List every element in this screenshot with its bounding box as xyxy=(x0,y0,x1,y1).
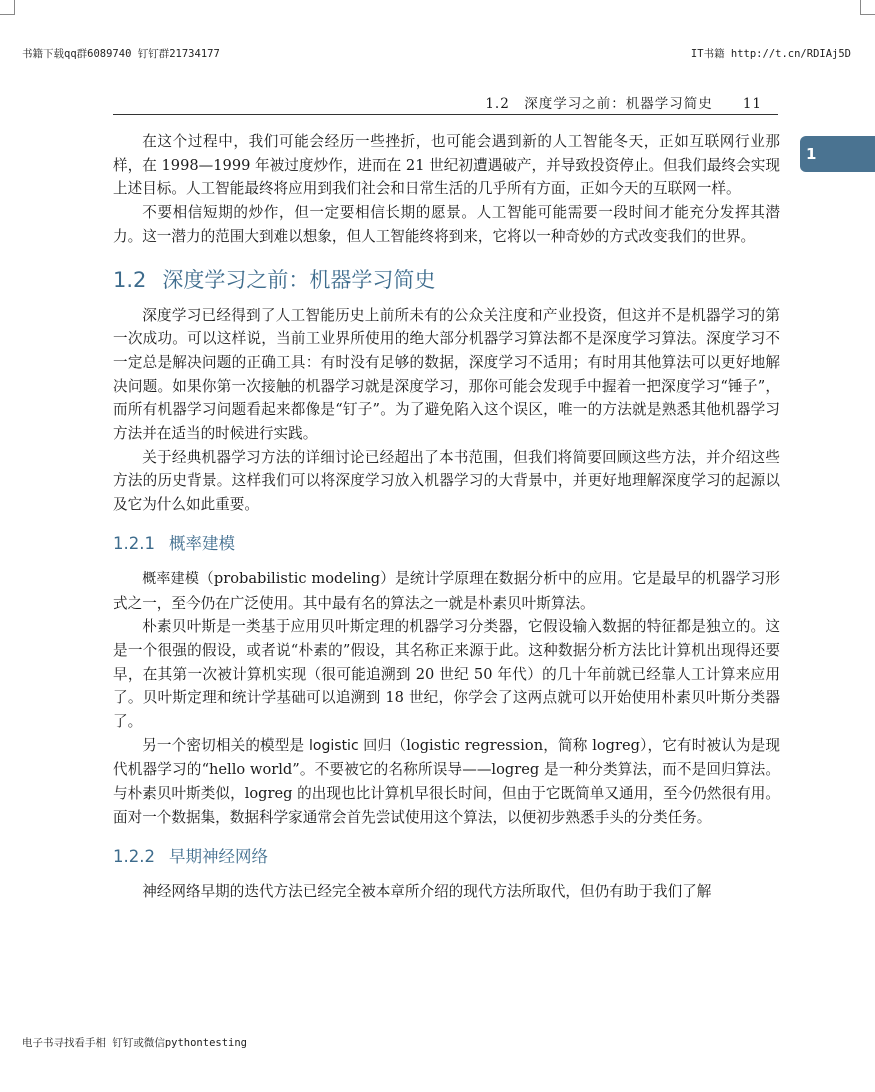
section-number: 1.2 xyxy=(113,267,147,292)
header-rule xyxy=(113,114,778,115)
crop-mark-top-right xyxy=(860,0,875,15)
bottom-left-watermark: 电子书寻找看手相 钉钉或微信pythontesting xyxy=(22,1037,248,1049)
intro-paragraph-2: 不要相信短期的炒作，但一定要相信长期的愿景。人工智能可能需要一段时间才能充分发挥其潜力。这一潜力的范围大到难以想象，但人工智能终将到来，它将以一种奇妙的方式改变我们的世界。 xyxy=(113,204,780,245)
subsection-1-paragraph-1-text: （probabilistic modeling）是统计学原理在数据分析中的应用。它是最早的机器学习形式之一，至今仍在广泛使用。其中最有名的算法之一就是朴素贝叶斯算法。 xyxy=(113,569,780,612)
page-body xyxy=(113,130,780,903)
subsection-number-2: 1.2.2 xyxy=(113,846,155,866)
top-left-watermark: 书籍下载qq群6089740 钉钉群21734177 xyxy=(22,48,220,60)
subsection-2-paragraph-1: 神经网络早期的迭代方法已经完全被本章所介绍的现代方法所取代，但仍有助于我们了解 xyxy=(142,882,712,900)
section-title: 深度学习之前：机器学习简史 xyxy=(162,267,436,292)
term-probabilistic-modeling: 概率建模 xyxy=(142,570,200,587)
term-logistic-regression: logistic 回归 xyxy=(309,737,392,754)
subsection-number-1: 1.2.1 xyxy=(113,533,155,553)
subsection-1-paragraph-3-lead: 另一个密切相关的模型是 xyxy=(142,736,310,754)
running-header xyxy=(485,92,762,112)
section-heading xyxy=(113,265,780,295)
crop-mark-top-left xyxy=(0,0,15,15)
running-header-title: 1.2 深度学习之前：机器学习简史 xyxy=(485,96,713,112)
subsection-1-paragraph-3-text: （logistic regression，简称 logreg），它有时被认为是现代机器学习的“hello world”。不要被它的名称所误导——logreg 是一种分类算法，而不是回归算法。与朴素贝叶斯类似，logreg 的出现也比计算机早很长时间，但由于它既简单又通用，至今仍然很有用。面对一个数据集，数据科学家通常会首先尝试使用这个算法，以便初步熟悉手头的分类任务。 xyxy=(113,736,781,826)
chapter-tab: 1 xyxy=(800,136,875,172)
page-number: 11 xyxy=(742,96,762,112)
subsection-1-paragraph-1 xyxy=(113,567,780,615)
top-right-watermark: IT书籍 http://t.cn/RDIAj5D xyxy=(690,48,851,60)
subsection-heading-1 xyxy=(113,531,780,557)
section-paragraph-1: 深度学习已经得到了人工智能历史上前所未有的公众关注度和产业投资，但这并不是机器学习的第一次成功。可以这样说，当前工业界所使用的绝大部分机器学习算法都不是深度学习算法。深度学习不一定总是解决问题的正确工具：有时没有足够的数据，深度学习不适用；有时用其他算法可以更好地解决问题。如果你第一次接触的机器学习就是深度学习，那你可能会发现手中握着一把深度学习“锤子”，而所有机器学习问题看起来都像是“钉子”。为了避免陷入这个误区，唯一的方法就是熟悉其他机器学习方法并在适当的时候进行实践。 xyxy=(113,306,780,443)
subsection-heading-2 xyxy=(113,844,780,870)
section-paragraph-2: 关于经典机器学习方法的详细讨论已经超出了本书范围，但我们将简要回顾这些方法，并介绍这些方法的历史背景。这样我们可以将深度学习放入机器学习的大背景中，并更好地理解深度学习的起源以及它为什么如此重要。 xyxy=(113,448,780,514)
intro-paragraph-1: 在这个过程中，我们可能会经历一些挫折，也可能会遇到新的人工智能冬天，正如互联网行业那样，在 1998—1999 年被过度炒作，进而在 21 世纪初遭遇破产，并导致投资停止。但我们最终会实现上述目标。人工智能最终将应用到我们社会和日常生活的几乎所有方面，正如今天的互联网一样。 xyxy=(113,133,780,198)
subsection-1-paragraph-3 xyxy=(113,734,780,830)
subsection-title-2: 早期神经网络 xyxy=(168,846,268,866)
subsection-1-paragraph-2: 朴素贝叶斯是一类基于应用贝叶斯定理的机器学习分类器，它假设输入数据的特征都是独立的。这是一个很强的假设，或者说“朴素的”假设，其名称正来源于此。这种数据分析方法比计算机出现得还要早，在其第一次被计算机实现（很可能追溯到 20 世纪 50 年代）的几十年前就已经靠人工计算来应用了。贝叶斯定理和统计学基础可以追溯到 18 世纪，你学会了这两点就可以开始使用朴素贝叶斯分类器了。 xyxy=(113,618,780,731)
subsection-title-1: 概率建模 xyxy=(168,533,235,553)
